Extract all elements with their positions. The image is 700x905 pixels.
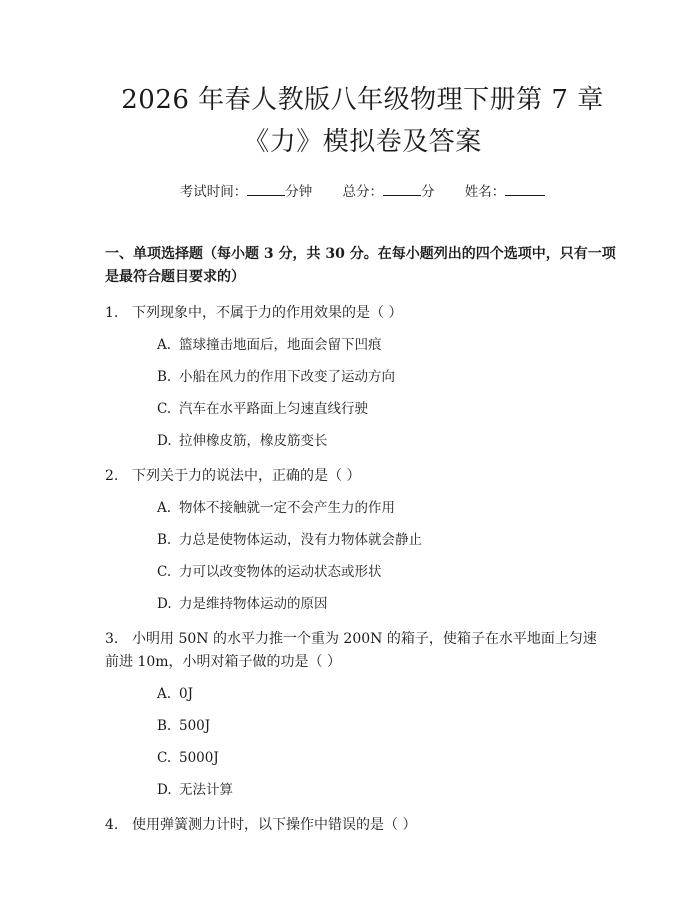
option-c: C. 汽车在水平路面上匀速直线行驶 [157, 401, 368, 417]
title-line-1: 2026 年春人教版八年级物理下册第 7 章 [121, 85, 604, 115]
student-name [465, 181, 546, 202]
score-unit: 分 [421, 184, 435, 200]
option-b: B. 力总是使物体运动，没有力物体就会静止 [157, 532, 422, 548]
question-text: 下列现象中，不属于力的作用效果的是（ ） [132, 305, 403, 321]
exam-meta [105, 181, 620, 202]
option-a: A. 0J [157, 686, 194, 702]
score-blank [383, 181, 421, 196]
question-number: 3. [105, 631, 119, 647]
section-heading-line-1: 一、单项选择题（每小题 3 分，共 30 分。在每小题列出的四个选项中，只有一项 [105, 246, 616, 262]
option-d: D. 无法计算 [157, 782, 233, 798]
name-label: 姓名： [464, 184, 506, 200]
title-line-2: 《力》模拟卷及答案 [243, 127, 482, 157]
option-c: C. 力可以改变物体的运动状态或形状 [157, 564, 382, 580]
score-label: 总分： [342, 184, 383, 200]
time-unit: 分钟 [285, 184, 313, 200]
option-d: D. 拉伸橡皮筋，橡皮筋变长 [157, 433, 328, 449]
option-a: A. 篮球撞击地面后，地面会留下凹痕 [157, 337, 382, 353]
option-a: A. 物体不接触就一定不会产生力的作用 [157, 500, 395, 516]
time-blank [247, 181, 285, 196]
time-label: 考试时间： [179, 184, 248, 200]
question-2 [105, 465, 620, 616]
section-heading-line-2: 是最符合题目要求的） [105, 269, 245, 285]
question-4 [105, 814, 620, 837]
question-1 [105, 302, 620, 453]
question-3 [105, 628, 620, 802]
question-text: 使用弹簧测力计时，以下操作中错误的是（ ） [132, 817, 417, 833]
total-score [343, 181, 435, 202]
question-text-line-2: 前进 10m，小明对箱子做的功是（ ） [105, 654, 341, 670]
option-list [105, 683, 620, 802]
question-text-line-1: 小明用 50N 的水平力推一个重为 200N 的箱子，使箱子在水平地面上匀速 [132, 631, 597, 647]
option-list [105, 497, 620, 616]
option-b: B. 500J [157, 718, 211, 734]
option-list [105, 334, 620, 453]
page-title [105, 0, 620, 160]
question-number: 2. [105, 468, 119, 484]
question-number: 1. [105, 305, 119, 321]
question-number: 4. [105, 817, 119, 833]
name-blank [505, 181, 545, 196]
question-text: 下列关于力的说法中，正确的是（ ） [132, 468, 361, 484]
option-b: B. 小船在风力的作用下改变了运动方向 [157, 369, 395, 385]
option-d: D. 力是维持物体运动的原因 [157, 596, 328, 612]
section-heading-single-choice [105, 243, 620, 289]
option-c: C. 5000J [157, 750, 219, 766]
exam-time [180, 181, 313, 202]
